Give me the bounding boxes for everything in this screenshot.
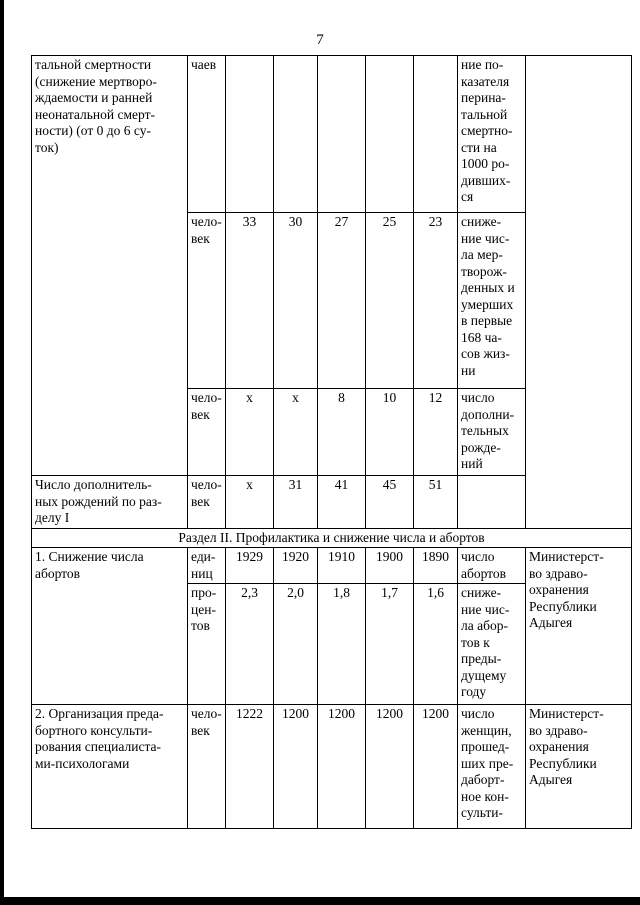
cell-text-line: во здраво- <box>529 565 588 581</box>
cell-text-line: цен- <box>191 601 216 617</box>
cell-text-line: сов жиз- <box>461 346 510 361</box>
page-number: 7 <box>316 32 324 48</box>
cell-text-line: ное кон- <box>461 788 509 804</box>
cell-text-line: умерших <box>461 296 514 312</box>
value-cell: х <box>226 476 274 529</box>
value-cell: 8 <box>318 389 366 476</box>
cell-text-line: охранения <box>529 582 589 597</box>
value-cell: 1890 <box>414 548 458 584</box>
cell-text-line: Адыгея <box>529 772 573 787</box>
value-cell: 41 <box>318 476 366 529</box>
value-cell: 23 <box>414 213 458 389</box>
unit-cell <box>188 476 226 529</box>
value-cell: 25 <box>366 213 414 389</box>
value-cell: 1,7 <box>366 584 414 705</box>
cell-text-line: 168 ча- <box>461 329 502 345</box>
value-cell: 1920 <box>274 548 318 584</box>
value-cell: 1200 <box>366 705 414 829</box>
value-cell: 1929 <box>226 548 274 584</box>
cell-text-line: еди- <box>191 549 216 564</box>
cell-text-line: ности) (от 0 до 6 су- <box>35 123 151 138</box>
value-cell <box>414 56 458 213</box>
cell-text-line: тельных <box>461 423 509 438</box>
cell-text-line: Республики <box>529 755 597 771</box>
cell-text-line: век <box>191 406 210 422</box>
unit-cell <box>188 584 226 705</box>
cell-text-line: бортного консульти- <box>35 722 153 738</box>
value-cell: 45 <box>366 476 414 529</box>
cell-text-line: число <box>461 706 495 721</box>
cell-text-line: рования специалиста- <box>35 739 161 754</box>
indicator-cell <box>458 213 526 389</box>
indicator-description-cell <box>32 476 188 529</box>
value-cell: 2,0 <box>274 584 318 705</box>
cell-text-line: абортов <box>461 565 507 581</box>
cell-text-line: неонатальной смерт- <box>35 106 155 122</box>
cell-text-line: охранения <box>529 739 589 754</box>
cell-text-line: сти на <box>461 139 497 155</box>
cell-text-line: ток) <box>35 139 59 155</box>
program-indicators-table <box>31 55 632 829</box>
cell-text-line: тов к <box>461 634 490 650</box>
value-cell <box>318 56 366 213</box>
cell-text-line: 2. Организация преда- <box>35 706 164 721</box>
cell-text-line: тов <box>191 618 210 633</box>
value-cell: х <box>226 389 274 476</box>
cell-text-line: ла мер- <box>461 247 503 262</box>
value-cell: 1200 <box>274 705 318 829</box>
table-row <box>32 705 632 829</box>
cell-text-line: ла абор- <box>461 618 508 633</box>
cell-text-line: дущему <box>461 667 507 683</box>
responsible-cell <box>526 705 632 829</box>
indicator-cell <box>458 705 526 829</box>
indicator-cell <box>458 584 526 705</box>
value-cell: 1200 <box>318 705 366 829</box>
indicator-cell <box>458 548 526 584</box>
table-row <box>32 56 632 213</box>
cell-text-line: ние по- <box>461 57 504 72</box>
left-border-line <box>0 0 4 905</box>
unit-cell: чаев <box>188 56 226 213</box>
cell-text-line: в первые <box>461 313 513 328</box>
value-cell: 33 <box>226 213 274 389</box>
unit-cell <box>188 389 226 476</box>
cell-text-line: творож- <box>461 263 507 279</box>
cell-text-line: ний <box>461 456 483 471</box>
cell-text-line: число <box>461 549 495 564</box>
value-cell <box>366 56 414 213</box>
cell-text-line: 1000 ро- <box>461 156 510 171</box>
value-cell: 1900 <box>366 548 414 584</box>
cell-text-line: чело- <box>191 214 222 229</box>
value-cell <box>226 56 274 213</box>
section-title: Раздел II. Профилактика и снижение числа и абортов <box>32 528 632 548</box>
cell-text-line: век <box>191 230 210 246</box>
cell-text-line: тальной смертности <box>35 57 152 72</box>
value-cell: х <box>274 389 318 476</box>
cell-text-line: дополни- <box>461 406 515 422</box>
indicator-cell <box>458 389 526 476</box>
cell-text-line: (снижение мертворо- <box>35 73 157 89</box>
cell-text-line: абортов <box>35 565 81 581</box>
cell-text-line: сниже- <box>461 214 502 229</box>
bottom-border-line <box>0 897 640 905</box>
cell-text-line: тальной <box>461 106 508 122</box>
measure-description-cell <box>32 548 188 705</box>
cell-text-line: ждаемости и ранней <box>35 90 153 105</box>
cell-text-line: денных и <box>461 280 515 295</box>
responsible-cell <box>526 56 632 529</box>
indicator-cell <box>458 476 526 529</box>
cell-text-line: ние чис- <box>461 601 510 617</box>
value-cell: 12 <box>414 389 458 476</box>
cell-text-line: ся <box>461 189 474 204</box>
cell-text-line: рожде- <box>461 439 501 455</box>
cell-text-line: смертно- <box>461 123 513 138</box>
cell-text-line: Министерст- <box>529 706 604 721</box>
cell-text-line: чело- <box>191 390 222 405</box>
cell-text-line: про- <box>191 585 217 600</box>
value-cell: 10 <box>366 389 414 476</box>
cell-text-line: казателя <box>461 73 510 89</box>
cell-text-line: делу I <box>35 510 70 525</box>
cell-text-line: 1. Снижение числа <box>35 549 144 564</box>
cell-text-line: прошед- <box>461 739 510 754</box>
cell-text-line: Число дополнитель- <box>35 477 152 492</box>
measure-description-cell <box>32 705 188 829</box>
cell-text-line: дивших- <box>461 172 511 188</box>
cell-text-line: ни <box>461 362 476 378</box>
unit-cell <box>188 213 226 389</box>
value-cell: 51 <box>414 476 458 529</box>
value-cell: 30 <box>274 213 318 389</box>
cell-text-line: ниц <box>191 565 213 581</box>
cell-text-line: чело- <box>191 477 222 492</box>
cell-text-line: ных рождений по раз- <box>35 493 162 509</box>
responsible-cell <box>526 548 632 705</box>
cell-text-line: век <box>191 722 210 738</box>
cell-text-line: даборт- <box>461 772 505 787</box>
indicator-cell <box>458 56 526 213</box>
section-header-row <box>32 528 632 548</box>
cell-text-line: году <box>461 684 487 699</box>
value-cell: 1200 <box>414 705 458 829</box>
unit-cell <box>188 548 226 584</box>
cell-text-line: во здраво- <box>529 722 588 738</box>
value-cell: 1222 <box>226 705 274 829</box>
value-cell: 2,3 <box>226 584 274 705</box>
cell-text-line: перина- <box>461 90 506 105</box>
cell-text-line: Адыгея <box>529 615 573 630</box>
cell-text-line: ших пре- <box>461 755 514 771</box>
cell-text-line: Министерст- <box>529 549 604 564</box>
value-cell <box>274 56 318 213</box>
cell-text-line: Республики <box>529 598 597 614</box>
cell-text-line: чело- <box>191 706 222 721</box>
unit-cell <box>188 705 226 829</box>
value-cell: 31 <box>274 476 318 529</box>
cell-text-line: женщин, <box>461 722 512 738</box>
indicator-description-cell <box>32 56 188 476</box>
value-cell: 1,8 <box>318 584 366 705</box>
cell-text-line: ние чис- <box>461 230 510 246</box>
cell-text-line: век <box>191 493 210 509</box>
value-cell: 1,6 <box>414 584 458 705</box>
value-cell: 1910 <box>318 548 366 584</box>
cell-text-line: сульти- <box>461 805 503 820</box>
cell-text-line: преды- <box>461 651 502 666</box>
cell-text-line: ми-психологами <box>35 755 130 771</box>
value-cell: 27 <box>318 213 366 389</box>
table-row <box>32 548 632 584</box>
cell-text-line: число <box>461 390 495 405</box>
cell-text-line: сниже- <box>461 585 502 600</box>
